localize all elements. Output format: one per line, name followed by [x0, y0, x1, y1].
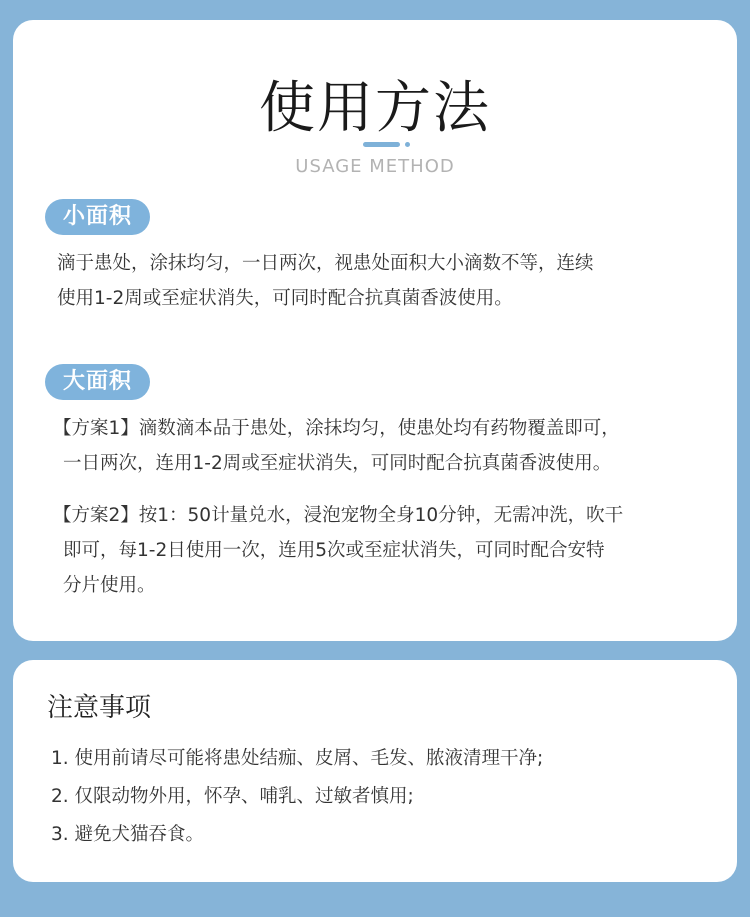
paragraph-line: 【方案2】按1：50计量兑水，浸泡宠物全身10分钟，无需冲洗，吹干 [53, 505, 624, 526]
plan-1-instructions [53, 411, 713, 481]
page-title: 使用方法 [259, 76, 491, 141]
plan-2-instructions [53, 498, 713, 603]
page-subtitle: USAGE METHOD [295, 156, 455, 177]
paragraph-line: 分片使用。 [63, 575, 156, 596]
large-area-badge: 大面积 [45, 364, 150, 400]
paragraph-line: 一日两次，连用1-2周或至症状消失，可同时配合抗真菌香波使用。 [63, 453, 612, 474]
paragraph-line: 【方案1】滴数滴本品于患处，涂抹均匀，使患处均有药物覆盖即可， [53, 418, 620, 439]
paragraph-line: 滴于患处，涂抹均匀，一日两次，视患处面积大小滴数不等，连续 [57, 253, 594, 274]
precautions-card [13, 660, 737, 882]
small-area-instructions [57, 246, 717, 316]
title-underline-decoration [363, 142, 400, 147]
list-item: 3. 避免犬猫吞食。 [51, 824, 205, 845]
title-dot-decoration [405, 142, 410, 147]
usage-method-card [13, 20, 737, 641]
precautions-title: 注意事项 [47, 693, 152, 723]
precautions-list [51, 740, 543, 854]
small-area-badge: 小面积 [45, 199, 150, 235]
list-item: 2. 仅限动物外用，怀孕、哺乳、过敏者慎用; [51, 786, 414, 807]
paragraph-line: 即可，每1-2日使用一次，连用5次或至症状消失，可同时配合安特 [63, 540, 605, 561]
paragraph-line: 使用1-2周或至症状消失，可同时配合抗真菌香波使用。 [57, 288, 513, 309]
list-item: 1. 使用前请尽可能将患处结痂、皮屑、毛发、脓液清理干净; [51, 748, 544, 769]
